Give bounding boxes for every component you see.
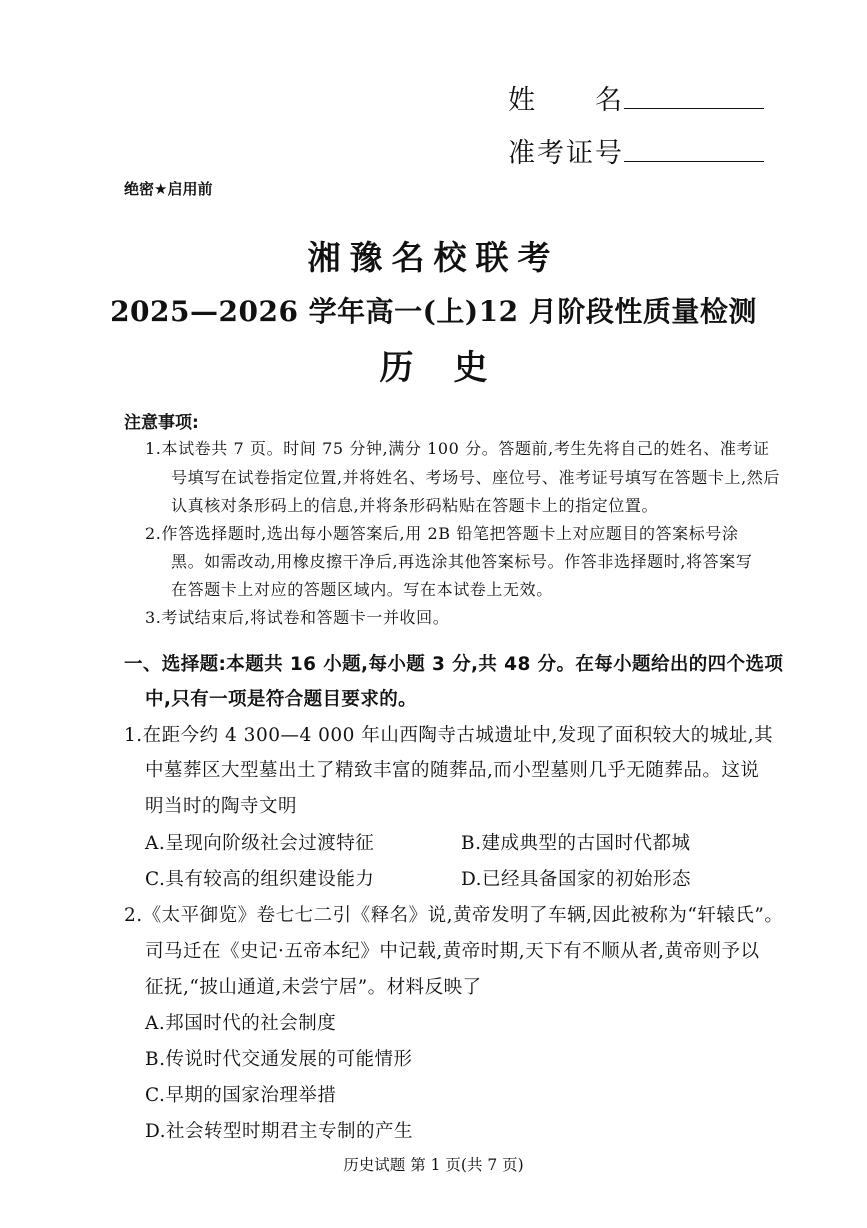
- question-1-option-a: A.呈现向阶级社会过渡特征: [145, 833, 375, 854]
- question-2-stem: 司马迁在《史记·五帝本纪》中记载,黄帝时期,天下有不顺从者,黄帝则予以: [145, 941, 760, 962]
- question-2-option-c: C.早期的国家治理举措: [145, 1085, 337, 1106]
- notice-line: 号填写在试卷指定位置,并将姓名、考场号、座位号、准考证号填写在答题卡上,然后: [171, 468, 780, 487]
- question-1-option-c: C.具有较高的组织建设能力: [145, 869, 375, 890]
- name-blank: [624, 108, 764, 109]
- secret-mark: 绝密★启用前: [124, 180, 213, 198]
- question-2-stem: 征抚,“披山通道,未尝宁居”。材料反映了: [145, 977, 482, 998]
- subject-title: 历史: [379, 348, 528, 388]
- question-2-option-d: D.社会转型时期君主专制的产生: [145, 1121, 414, 1142]
- question-1-stem: 1.在距今约 4 300—4 000 年山西陶寺古城遗址中,发现了面积较大的城址,其: [124, 725, 774, 746]
- exam-id-blank: [624, 161, 764, 162]
- question-1-stem: 中墓葬区大型墓出土了精致丰富的随葬品,而小型墓则几乎无随葬品。这说: [145, 760, 760, 781]
- notice-line: 在答题卡上对应的答题区域内。写在本试卷上无效。: [171, 580, 553, 599]
- notice-line: 1.本试卷共 7 页。时间 75 分钟,满分 100 分。答题前,考生先将自己的姓名、准考证: [145, 439, 770, 458]
- exam-id-field: [508, 131, 764, 170]
- notice-line: 2.作答选择题时,选出每小题答案后,用 2B 铅笔把答题卡上对应题目的答案标号涂: [145, 524, 739, 543]
- question-2-option-a: A.邦国时代的社会制度: [145, 1013, 337, 1034]
- exam-id-label: 准考证号: [508, 138, 624, 169]
- notice-line: 3.考试结束后,将试卷和答题卡一并收回。: [145, 608, 450, 627]
- notice-line: 黑。如需改动,用橡皮擦干净后,再选涂其他答案标号。作答非选择题时,将答案写: [171, 552, 753, 571]
- question-1-option-b: B.建成典型的古国时代都城: [461, 833, 691, 854]
- page-footer: 历史试题 第 1 页(共 7 页): [343, 1156, 524, 1174]
- name-label: 姓 名: [508, 85, 624, 116]
- question-2-stem: 2.《太平御览》卷七七二引《释名》说,黄帝发明了车辆,因此被称为“轩辕氏”。: [124, 905, 784, 926]
- question-1-option-d: D.已经具备国家的初始形态: [461, 869, 692, 890]
- section-heading-cont: 中,只有一项是符合题目要求的。: [145, 689, 418, 710]
- name-field: [508, 78, 764, 117]
- exam-org: 湘豫名校联考: [307, 238, 560, 277]
- question-2-option-b: B.传说时代交通发展的可能情形: [145, 1049, 413, 1070]
- question-1-stem: 明当时的陶寺文明: [145, 796, 298, 817]
- notice-line: 认真核对条形码上的信息,并将条形码粘贴在答题卡上的指定位置。: [171, 496, 659, 515]
- exam-title: 2025—2026 学年高一(上)12 月阶段性质量检测: [110, 295, 757, 328]
- section-heading: 一、选择题:本题共 16 小题,每小题 3 分,共 48 分。在每小题给出的四个选项: [124, 654, 784, 675]
- notice-heading: 注意事项:: [124, 413, 199, 433]
